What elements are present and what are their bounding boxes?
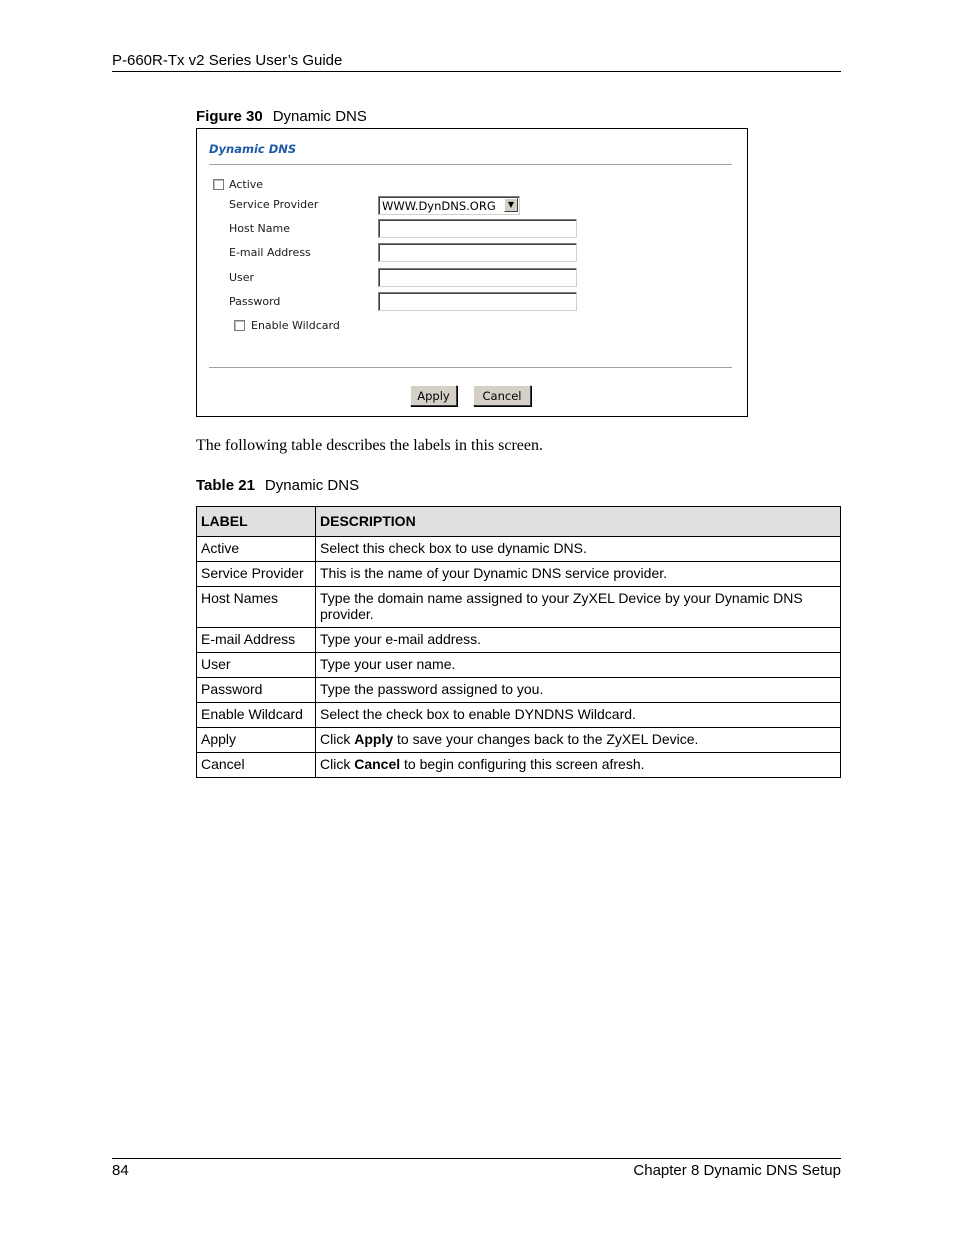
table-header-row — [197, 507, 841, 537]
row-description: Type the password assigned to you. — [316, 678, 841, 703]
row-label: Service Provider — [197, 562, 316, 587]
description-table — [196, 506, 841, 778]
table-title: Dynamic DNS — [264, 477, 360, 494]
cancel-button[interactable]: Cancel — [473, 385, 531, 406]
row-description: Type the domain name assigned to your ZyXEL Device by your Dynamic DNS provider. — [316, 587, 841, 628]
header-description: DESCRIPTION — [316, 507, 841, 537]
row-label: Cancel — [197, 753, 316, 778]
screen-title: Dynamic DNS — [209, 142, 297, 156]
row-label: Password — [197, 678, 316, 703]
table-caption — [196, 477, 359, 494]
row-description: Click Cancel to begin configuring this screen afresh. — [316, 753, 841, 778]
service-provider-label: Service Provider — [229, 198, 319, 211]
row-description: Type your user name. — [316, 653, 841, 678]
figure-number: Figure 30 — [196, 108, 263, 125]
row-label: Active — [197, 537, 316, 562]
password-label: Password — [229, 295, 281, 308]
row-description: Type your e-mail address. — [316, 628, 841, 653]
table-row — [197, 628, 841, 653]
active-checkbox[interactable] — [213, 179, 224, 190]
wildcard-label: Enable Wildcard — [251, 319, 340, 332]
header-rule — [112, 71, 841, 72]
page-number: 84 — [112, 1162, 129, 1179]
active-label: Active — [229, 178, 264, 191]
running-header: P-660R-Tx v2 Series User’s Guide — [112, 52, 343, 69]
chapter-title: Chapter 8 Dynamic DNS Setup — [633, 1162, 841, 1179]
service-provider-select[interactable] — [378, 196, 520, 215]
row-description: Select this check box to use dynamic DNS. — [316, 537, 841, 562]
host-name-label: Host Name — [229, 222, 290, 235]
wildcard-checkbox[interactable] — [234, 320, 245, 331]
table-row — [197, 753, 841, 778]
email-label: E-mail Address — [229, 246, 311, 259]
row-description: Click Apply to save your changes back to the ZyXEL Device. — [316, 728, 841, 753]
intro-paragraph: The following table describes the labels in this screen. — [196, 437, 544, 454]
table-row — [197, 703, 841, 728]
row-label: E-mail Address — [197, 628, 316, 653]
email-input[interactable] — [378, 243, 577, 262]
service-provider-value: WWW.DynDNS.ORG — [382, 199, 496, 213]
user-input[interactable] — [378, 268, 577, 287]
table-row — [197, 537, 841, 562]
chevron-down-icon[interactable]: ▼ — [504, 198, 518, 212]
footer-rule — [112, 1158, 841, 1159]
apply-button[interactable]: Apply — [410, 385, 457, 406]
dynamic-dns-screenshot — [196, 128, 748, 417]
table-row — [197, 562, 841, 587]
table-row — [197, 653, 841, 678]
row-label: Apply — [197, 728, 316, 753]
figure-title: Dynamic DNS — [272, 108, 367, 125]
screen-divider-bottom — [209, 367, 732, 369]
table-row — [197, 678, 841, 703]
row-description: Select the check box to enable DYNDNS Wildcard. — [316, 703, 841, 728]
user-label: User — [229, 271, 255, 284]
host-name-input[interactable] — [378, 219, 577, 238]
screen-divider-top — [209, 164, 732, 166]
password-input[interactable] — [378, 292, 577, 311]
row-label: User — [197, 653, 316, 678]
table-number: Table 21 — [196, 477, 255, 494]
figure-caption — [196, 108, 367, 125]
header-label: LABEL — [197, 507, 316, 537]
row-label: Host Names — [197, 587, 316, 628]
table-row — [197, 728, 841, 753]
row-description: This is the name of your Dynamic DNS service provider. — [316, 562, 841, 587]
row-label: Enable Wildcard — [197, 703, 316, 728]
table-row — [197, 587, 841, 628]
